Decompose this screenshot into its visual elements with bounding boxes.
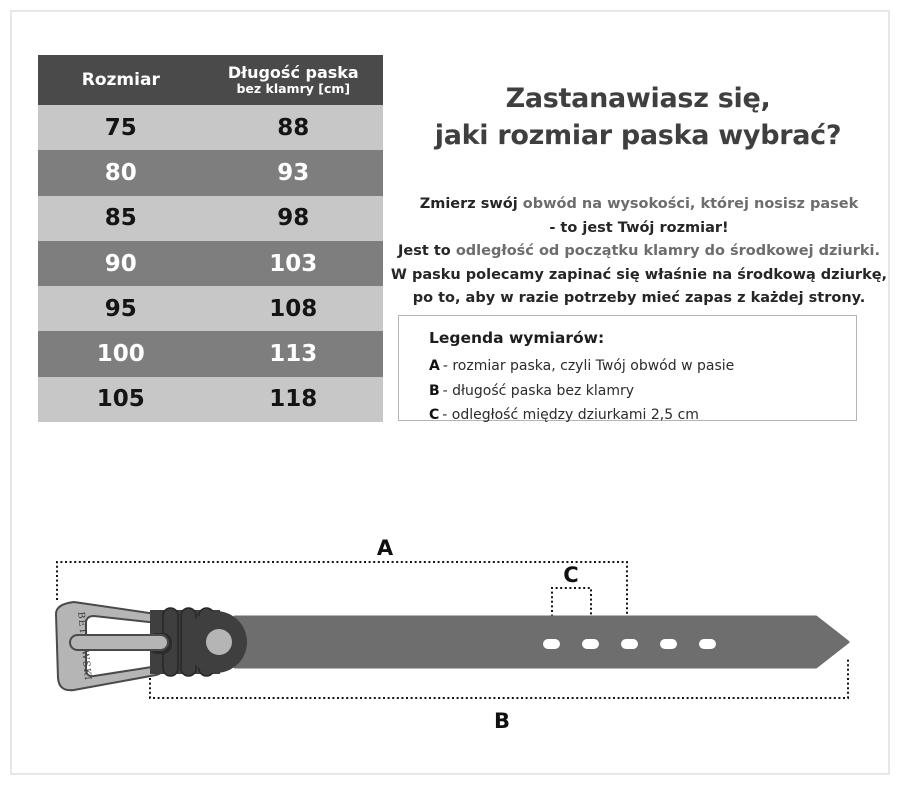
intro-line	[388, 217, 890, 241]
legend-title: Legenda wymiarów:	[429, 329, 605, 347]
size-cell: 90	[104, 250, 137, 277]
table-row	[38, 331, 383, 376]
length-cell: 103	[269, 250, 318, 277]
belt-hole	[582, 639, 599, 649]
intro-text: Jest to	[398, 243, 456, 259]
dimension-label-a: A	[376, 536, 394, 560]
intro-text: po to, aby w razie potrzeby mieć zapas z każdej strony.	[412, 290, 866, 306]
belt-strap	[235, 617, 848, 667]
belt-rivet	[206, 629, 232, 655]
size-cell: 85	[104, 205, 137, 232]
dimension-label-c: C	[563, 563, 579, 587]
legend-item-b	[429, 379, 846, 404]
belt-hole	[543, 639, 560, 649]
page-title	[388, 80, 888, 154]
legend-key-b: B	[429, 382, 440, 399]
table-row	[38, 286, 383, 331]
length-cell: 118	[269, 386, 318, 413]
belt-hole	[699, 639, 716, 649]
length-cell: 93	[277, 159, 310, 186]
table-row	[38, 241, 383, 286]
size-table-header	[38, 55, 383, 105]
buckle-prong	[70, 635, 168, 650]
size-cell: 80	[104, 159, 137, 186]
intro-line	[388, 287, 890, 311]
table-row	[38, 105, 383, 150]
column-header-length-line2: bez klamry [cm]	[236, 81, 351, 96]
legend-item-c	[429, 403, 846, 428]
table-row	[38, 377, 383, 422]
intro-text: Zmierz swój	[419, 196, 523, 212]
size-cell: 100	[96, 341, 145, 368]
size-cell: 95	[104, 295, 137, 322]
size-cell: 105	[96, 386, 145, 413]
dimension-label-b: B	[493, 709, 511, 733]
legend-text-b: - długość paska bez klamry	[442, 382, 635, 399]
legend-text-c: - odległość między dziurkami 2,5 cm	[442, 407, 699, 423]
length-cell: 108	[269, 295, 318, 322]
table-row	[38, 150, 383, 195]
length-cell: 98	[277, 205, 310, 232]
belt-hole	[660, 639, 677, 649]
intro-line	[388, 193, 890, 217]
length-cell: 113	[269, 341, 318, 368]
table-row	[38, 196, 383, 241]
legend-item-a	[429, 354, 846, 379]
page-title-line1: Zastanawiasz się,	[505, 83, 771, 114]
intro-text: odległość od początku klamry do środkowej dziurki.	[455, 243, 880, 259]
legend-key-a: A	[429, 358, 440, 374]
intro-line	[388, 264, 890, 288]
intro-text: W pasku polecamy zapinać się właśnie na środkową dziurkę,	[390, 266, 888, 283]
size-table	[38, 55, 383, 422]
page-title-line2: jaki rozmiar paska wybrać?	[434, 120, 842, 151]
belt-diagram	[0, 530, 900, 745]
legend-key-c: C	[429, 407, 440, 423]
intro-paragraph	[388, 193, 890, 311]
intro-line	[388, 240, 890, 264]
intro-text: obwód na wysokości, której nosisz pasek	[522, 196, 859, 212]
intro-text: - to jest Twój rozmiar!	[549, 219, 729, 236]
legend-box	[398, 315, 857, 421]
length-cell: 88	[277, 114, 310, 141]
column-header-length	[204, 64, 383, 97]
legend-text-a: - rozmiar paska, czyli Twój obwód w pasie	[442, 358, 735, 374]
belt-hole	[621, 639, 638, 649]
column-header-size: Rozmiar	[81, 70, 160, 90]
size-cell: 75	[104, 114, 137, 141]
column-header-length-line1: Długość paska	[227, 62, 359, 82]
